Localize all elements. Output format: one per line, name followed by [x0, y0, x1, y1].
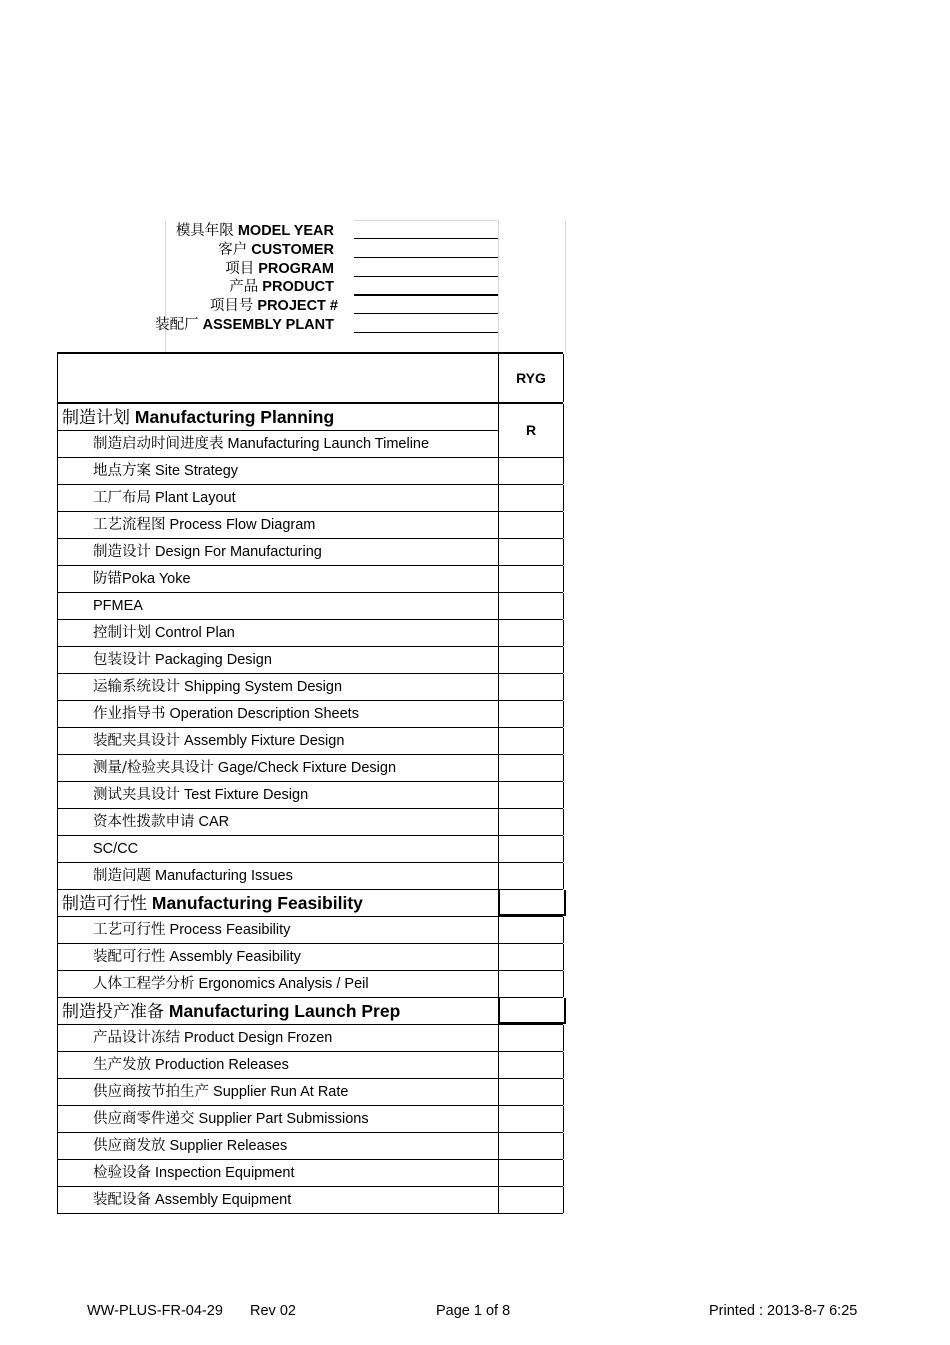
checklist-item-label [93, 782, 308, 808]
checklist-row [57, 431, 563, 458]
checklist-item-en: Assembly Equipment [155, 1192, 292, 1208]
checklist-item-label [93, 539, 322, 565]
grid-line [565, 220, 566, 352]
section-row [57, 890, 563, 917]
ryg-status-cell[interactable] [498, 620, 564, 646]
checklist-item-cn: 工艺流程图 [93, 517, 166, 533]
checklist-item-en: Production Releases [155, 1057, 289, 1073]
checklist-item-label [93, 431, 429, 457]
ryg-status-cell[interactable] [498, 971, 564, 997]
header-field-input[interactable] [354, 257, 498, 258]
ryg-status-cell[interactable] [498, 782, 564, 808]
ryg-status-cell[interactable] [498, 1025, 564, 1051]
form-id: WW-PLUS-FR-04-29 [87, 1303, 223, 1319]
checklist-item-en: Supplier Releases [169, 1138, 288, 1154]
ryg-status-cell[interactable] [498, 1133, 564, 1159]
checklist-row [57, 674, 563, 701]
checklist-row [57, 728, 563, 755]
section-title-cn: 制造可行性 [62, 894, 147, 914]
checklist-item-en: Process Feasibility [169, 922, 291, 938]
checklist-row [57, 701, 563, 728]
checklist-item-label [93, 566, 191, 592]
checklist-item-cn: 生产发放 [93, 1057, 151, 1073]
checklist-table [57, 352, 563, 1214]
header-field-label-cn: 产品 [229, 279, 259, 296]
section-status-cell[interactable] [498, 890, 566, 916]
checklist-item-en: Design For Manufacturing [155, 544, 322, 560]
checklist-item-cn: 控制计划 [93, 625, 151, 641]
checklist-item-label [93, 701, 359, 727]
header-field-label-en: PROJECT # [257, 298, 338, 315]
ryg-status-cell[interactable] [498, 863, 564, 889]
ryg-status-cell[interactable] [498, 944, 564, 970]
checklist-item-en: Poka Yoke [122, 571, 191, 587]
checklist-item-cn: 供应商发放 [93, 1138, 166, 1154]
ryg-status-cell[interactable] [498, 512, 564, 538]
checklist-row [57, 755, 563, 782]
checklist-item-label [93, 728, 344, 754]
checklist-item-cn: 防错 [93, 571, 122, 587]
revision: Rev 02 [250, 1303, 296, 1319]
checklist-item-label [93, 1025, 332, 1051]
header-field-label [155, 316, 334, 335]
checklist-item-en: Packaging Design [155, 652, 272, 668]
checklist-item-label [93, 485, 236, 511]
checklist-item-label [93, 755, 396, 781]
checklist-row [57, 836, 563, 863]
checklist-row [57, 566, 563, 593]
checklist-item-cn: 测量/检验夹具设计 [93, 760, 214, 776]
checklist-item-en: Assembly Feasibility [169, 949, 301, 965]
checklist-item-label [93, 1052, 289, 1078]
checklist-item-label [93, 593, 143, 619]
checklist-item-en: Gage/Check Fixture Design [217, 760, 397, 776]
checklist-item-en: Ergonomics Analysis / Peil [198, 976, 369, 992]
checklist-row [57, 620, 563, 647]
header-field-input[interactable] [354, 332, 498, 333]
checklist-row [57, 1079, 563, 1106]
header-field-label [229, 278, 334, 297]
section-title-en: Manufacturing Feasibility [151, 893, 363, 913]
checklist-item-en: CAR [198, 814, 230, 830]
checklist-item-cn: 装配夹具设计 [93, 733, 180, 749]
checklist-item-label [93, 458, 238, 484]
ryg-status-cell[interactable] [498, 755, 564, 781]
header-field-label [176, 222, 334, 241]
checklist-item-label [93, 1160, 294, 1186]
ryg-status-cell[interactable] [498, 1079, 564, 1105]
checklist-item-cn: 包装设计 [93, 652, 151, 668]
checklist-item-en: Product Design Frozen [184, 1030, 333, 1046]
ryg-status-cell[interactable] [498, 485, 564, 511]
checklist-item-cn: 制造启动时间进度表 [93, 436, 224, 452]
checklist-item-en: Supplier Run At Rate [213, 1084, 349, 1100]
ryg-status-cell[interactable] [498, 593, 564, 619]
checklist-row [57, 782, 563, 809]
ryg-status-cell[interactable] [498, 1187, 564, 1213]
checklist-item-label [93, 512, 315, 538]
ryg-status-cell[interactable] [498, 917, 564, 943]
header-field-input[interactable] [354, 276, 498, 277]
ryg-column-header: RYG [498, 354, 564, 402]
checklist-row [57, 863, 563, 890]
header-field-label [210, 297, 338, 316]
section-title [62, 998, 400, 1025]
section-title [62, 404, 334, 431]
checklist-row [57, 539, 563, 566]
header-field-label [218, 241, 334, 260]
header-field-label-en: PROGRAM [258, 260, 334, 277]
checklist-item-en: Control Plan [155, 625, 235, 641]
checklist-item-label [93, 863, 293, 889]
section-title-cn: 制造投产准备 [62, 1002, 164, 1022]
checklist-item-label [93, 944, 301, 970]
checklist-item-cn: 装配可行性 [93, 949, 166, 965]
header-field-label-cn: 装配厂 [155, 317, 199, 333]
ryg-status-cell[interactable] [498, 566, 564, 592]
ryg-status-cell[interactable] [498, 728, 564, 754]
checklist-item-cn: 制造设计 [93, 544, 151, 560]
header-field-label-en: MODEL YEAR [237, 223, 334, 239]
checklist-item-cn: 工厂布局 [93, 490, 151, 506]
checklist-row [57, 647, 563, 674]
section-title-en: Manufacturing Launch Prep [168, 1001, 401, 1021]
checklist-item-label [93, 1133, 287, 1159]
checklist-item-en: Site Strategy [155, 463, 239, 479]
checklist-item-label [93, 1187, 291, 1213]
printed-timestamp: Printed : 2013-8-7 6:25 [709, 1303, 858, 1319]
checklist-item-label [93, 674, 342, 700]
checklist-row [57, 512, 563, 539]
header-field-label-cn: 项目 [225, 260, 255, 277]
checklist-row [57, 593, 563, 620]
grid-line [354, 220, 498, 221]
ryg-status-cell[interactable] [498, 1160, 564, 1186]
checklist-item-cn: 检验设备 [93, 1165, 151, 1181]
checklist-item-cn: 装配设备 [93, 1192, 151, 1208]
section-row [57, 404, 563, 438]
section-title-en: Manufacturing Planning [134, 407, 335, 427]
header-field-label [225, 260, 334, 279]
header-field-label-en: CUSTOMER [251, 241, 334, 258]
checklist-row [57, 1160, 563, 1187]
grid-line [498, 220, 499, 352]
table-body [57, 404, 563, 1214]
header-field-input[interactable] [354, 238, 498, 239]
section-title-cn: 制造计划 [62, 408, 130, 428]
ryg-status-cell[interactable] [498, 1106, 564, 1132]
header-field-label-en: PRODUCT [262, 279, 334, 296]
checklist-row [57, 485, 563, 512]
checklist-row [57, 1187, 563, 1214]
checklist-item-en: Operation Description Sheets [169, 706, 359, 722]
section-row [57, 998, 563, 1025]
checklist-item-label [93, 836, 138, 862]
ryg-status-cell[interactable] [498, 809, 564, 835]
checklist-item-cn: 作业指导书 [93, 706, 166, 722]
checklist-item-cn: 工艺可行性 [93, 922, 166, 938]
checklist-item-en: PFMEA [93, 598, 143, 614]
page-number: Page 1 of 8 [436, 1303, 511, 1319]
checklist-item-label [93, 809, 229, 835]
header-field-label-cn: 客户 [218, 241, 248, 258]
checklist-item-cn: 供应商零件递交 [93, 1111, 195, 1127]
ryg-status-cell[interactable] [498, 836, 564, 862]
checklist-row [57, 971, 563, 998]
checklist-item-en: Supplier Part Submissions [198, 1111, 369, 1127]
checklist-row [57, 1052, 563, 1079]
ryg-status-cell[interactable] [498, 647, 564, 673]
checklist-item-label [93, 647, 272, 673]
ryg-status-cell[interactable] [498, 701, 564, 727]
header-field-label-en: ASSEMBLY PLANT [202, 317, 334, 333]
checklist-item-label [93, 620, 235, 646]
header-field-label-cn: 项目号 [209, 298, 254, 315]
checklist-item-en: Manufacturing Launch Timeline [227, 436, 430, 452]
checklist-row [57, 1025, 563, 1052]
checklist-item-label [93, 971, 369, 997]
section-status-cell[interactable]: R [498, 404, 564, 458]
checklist-item-label [93, 1106, 369, 1132]
checklist-item-cn: 运输系统设计 [93, 679, 180, 695]
checklist-item-cn: 资本性拨款申请 [93, 814, 195, 830]
checklist-item-cn: 产品设计冻结 [93, 1030, 180, 1046]
checklist-item-cn: 制造问题 [93, 868, 151, 884]
checklist-item-cn: 测试夹具设计 [93, 787, 180, 803]
checklist-item-en: SC/CC [93, 841, 139, 857]
checklist-row [57, 458, 563, 485]
ryg-status-cell[interactable] [498, 539, 564, 565]
checklist-item-en: Assembly Fixture Design [184, 733, 345, 749]
checklist-row [57, 809, 563, 836]
checklist-item-en: Shipping System Design [184, 679, 343, 695]
header-field-input[interactable] [354, 313, 498, 314]
checklist-item-en: Test Fixture Design [184, 787, 309, 803]
checklist-row [57, 1106, 563, 1133]
checklist-item-label [93, 917, 290, 943]
checklist-item-cn: 地点方案 [93, 463, 151, 479]
checklist-item-en: Manufacturing Issues [155, 868, 293, 884]
checklist-item-en: Inspection Equipment [155, 1165, 295, 1181]
section-title [62, 890, 363, 917]
ryg-status-cell[interactable] [498, 458, 564, 484]
header-field-label-cn: 模具年限 [175, 223, 234, 239]
checklist-item-cn: 人体工程学分析 [93, 976, 195, 992]
checklist-item-en: Process Flow Diagram [169, 517, 316, 533]
checklist-row [57, 1133, 563, 1160]
checklist-item-en: Plant Layout [155, 490, 236, 506]
ryg-status-cell[interactable] [498, 674, 564, 700]
checklist-row [57, 917, 563, 944]
header-field-input[interactable] [354, 294, 498, 296]
checklist-row [57, 944, 563, 971]
checklist-item-cn: 供应商按节拍生产 [93, 1084, 209, 1100]
ryg-status-cell[interactable] [498, 1052, 564, 1078]
section-status-cell[interactable] [498, 998, 566, 1024]
table-header-row [57, 352, 563, 404]
checklist-item-label [93, 1079, 348, 1105]
